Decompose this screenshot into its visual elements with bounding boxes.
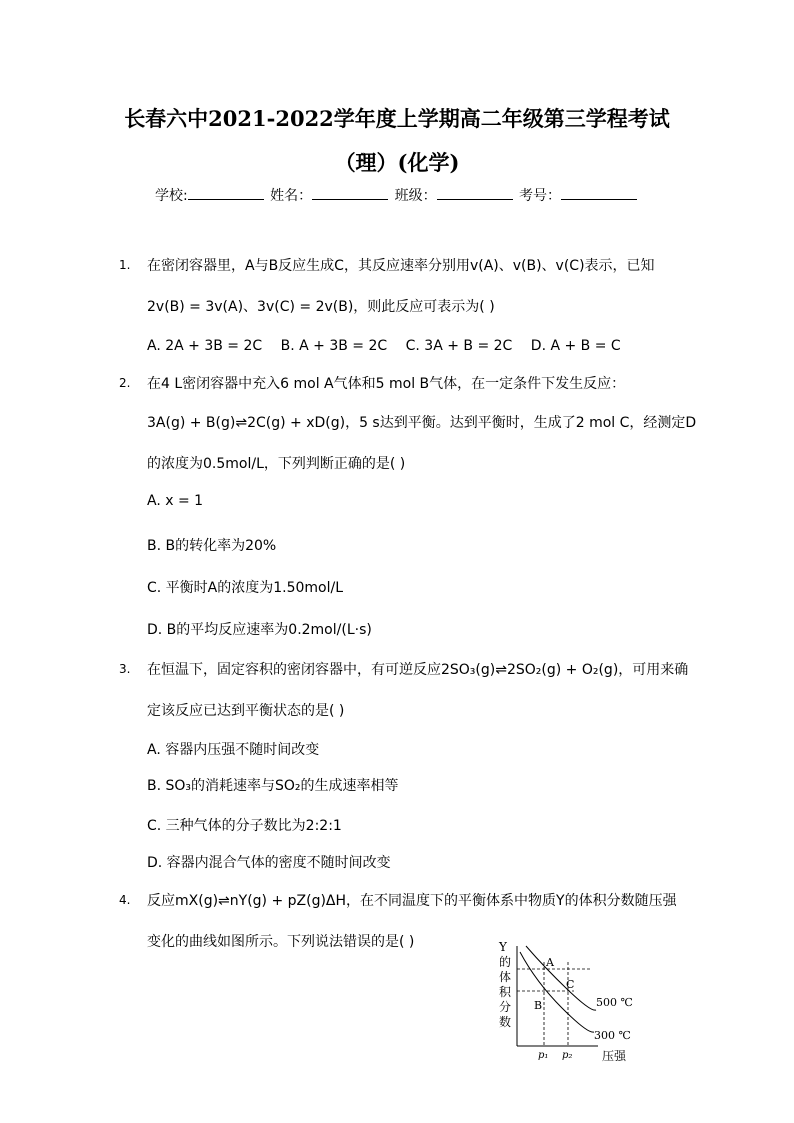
- name-blank[interactable]: [312, 185, 388, 200]
- question-3-number: 3.: [119, 662, 131, 676]
- question-2-option-d[interactable]: D. B的平均反应速率为0.2mol/(L·s): [147, 622, 372, 638]
- question-3-option-c[interactable]: C. 三种气体的分子数比为2:2:1: [147, 818, 342, 834]
- question-1-options: [147, 338, 635, 354]
- question-3-option-b[interactable]: B. SO₃的消耗速率与SO₂的生成速率相等: [147, 778, 399, 794]
- figure-xlabel: 压强: [602, 1049, 627, 1063]
- exam-no-blank[interactable]: [561, 185, 637, 200]
- document-title: 长春六中2021-2022学年度上学期高二年级第三学程考试: [124, 106, 670, 131]
- question-2-text-line2: 3A(g) + B(g)⇌2C(g) + xD(g)，5 s达到平衡。达到平衡时，生成了2 mol C，经测定D: [147, 415, 697, 431]
- school-blank[interactable]: [188, 185, 264, 200]
- question-3-option-d[interactable]: D. 容器内混合气体的密度不随时间改变: [147, 855, 391, 871]
- question-4-text-line2: 变化的曲线如图所示。下列说法错误的是( ): [147, 934, 415, 950]
- figure-ylabel-char-1: Y: [499, 940, 507, 954]
- question-2-option-c[interactable]: C. 平衡时A的浓度为1.50mol/L: [147, 580, 344, 596]
- class-label: 班级：: [394, 188, 437, 204]
- student-info-line: [0, 185, 794, 205]
- figure-point-a: A: [546, 956, 554, 969]
- name-label: 姓名：: [270, 188, 313, 204]
- question-1-option-c[interactable]: C. 3A + B = 2C: [405, 338, 513, 354]
- question-1-text-line2: 2v(B) = 3v(A)、3v(C) = 2v(B)，则此反应可表示为( ): [147, 299, 495, 315]
- question-1-option-a[interactable]: A. 2A + 3B = 2C: [147, 338, 263, 354]
- figure-curve-500-label: 500 ℃: [596, 996, 633, 1009]
- figure-curve-300: [520, 952, 594, 1032]
- question-2-number: 2.: [119, 376, 131, 390]
- question-2-text-line3: 的浓度为0.5mol/L，下列判断正确的是( ): [147, 456, 406, 472]
- volume-fraction-figure: [490, 938, 650, 1068]
- figure-point-b: B: [534, 999, 543, 1012]
- figure-curve-300-label: 300 ℃: [594, 1029, 631, 1042]
- figure-ylabel-char-4: 积: [499, 985, 512, 999]
- figure-point-c: C: [566, 978, 575, 991]
- question-1-number: 1.: [119, 258, 131, 272]
- school-label: 学校:: [154, 188, 188, 204]
- question-4-number: 4.: [119, 893, 131, 907]
- figure-p2-label: p₂: [562, 1050, 573, 1061]
- class-blank[interactable]: [437, 185, 513, 200]
- exam-no-label: 考号：: [519, 188, 562, 204]
- question-3-text-line2: 定该反应已达到平衡状态的是( ): [147, 703, 345, 719]
- question-4-text-line1: 反应mX(g)⇌nY(g) + pZ(g)ΔH，在不同温度下的平衡体系中物质Y的体积分数随压强: [147, 893, 677, 909]
- question-2-option-b[interactable]: B. B的转化率为20%: [147, 538, 277, 554]
- question-1-option-b[interactable]: B. A + 3B = 2C: [280, 338, 388, 354]
- question-2-option-a[interactable]: A. x = 1: [147, 493, 204, 509]
- question-1-option-d[interactable]: D. A + B = C: [530, 338, 621, 354]
- question-2-text-line1: 在4 L密闭容器中充入6 mol A气体和5 mol B气体，在一定条件下发生反应：: [147, 376, 626, 392]
- figure-ylabel-char-6: 数: [499, 1015, 512, 1029]
- question-1-text-line1: 在密闭容器里，A与B反应生成C，其反应速率分别用v(A)、v(B)、v(C)表示，已知: [147, 258, 655, 274]
- figure-ylabel-char-3: 体: [499, 970, 512, 984]
- figure-p1-label: p₁: [538, 1050, 549, 1061]
- figure-ylabel-char-2: 的: [499, 955, 512, 969]
- figure-ylabel-char-5: 分: [499, 1000, 512, 1014]
- document-subtitle: （理）(化学): [334, 150, 460, 175]
- question-3-text-line1: 在恒温下，固定容积的密闭容器中，有可逆反应2SO₃(g)⇌2SO₂(g) + O₂(g)，可用来确: [147, 662, 689, 678]
- question-3-option-a[interactable]: A. 容器内压强不随时间改变: [147, 742, 320, 758]
